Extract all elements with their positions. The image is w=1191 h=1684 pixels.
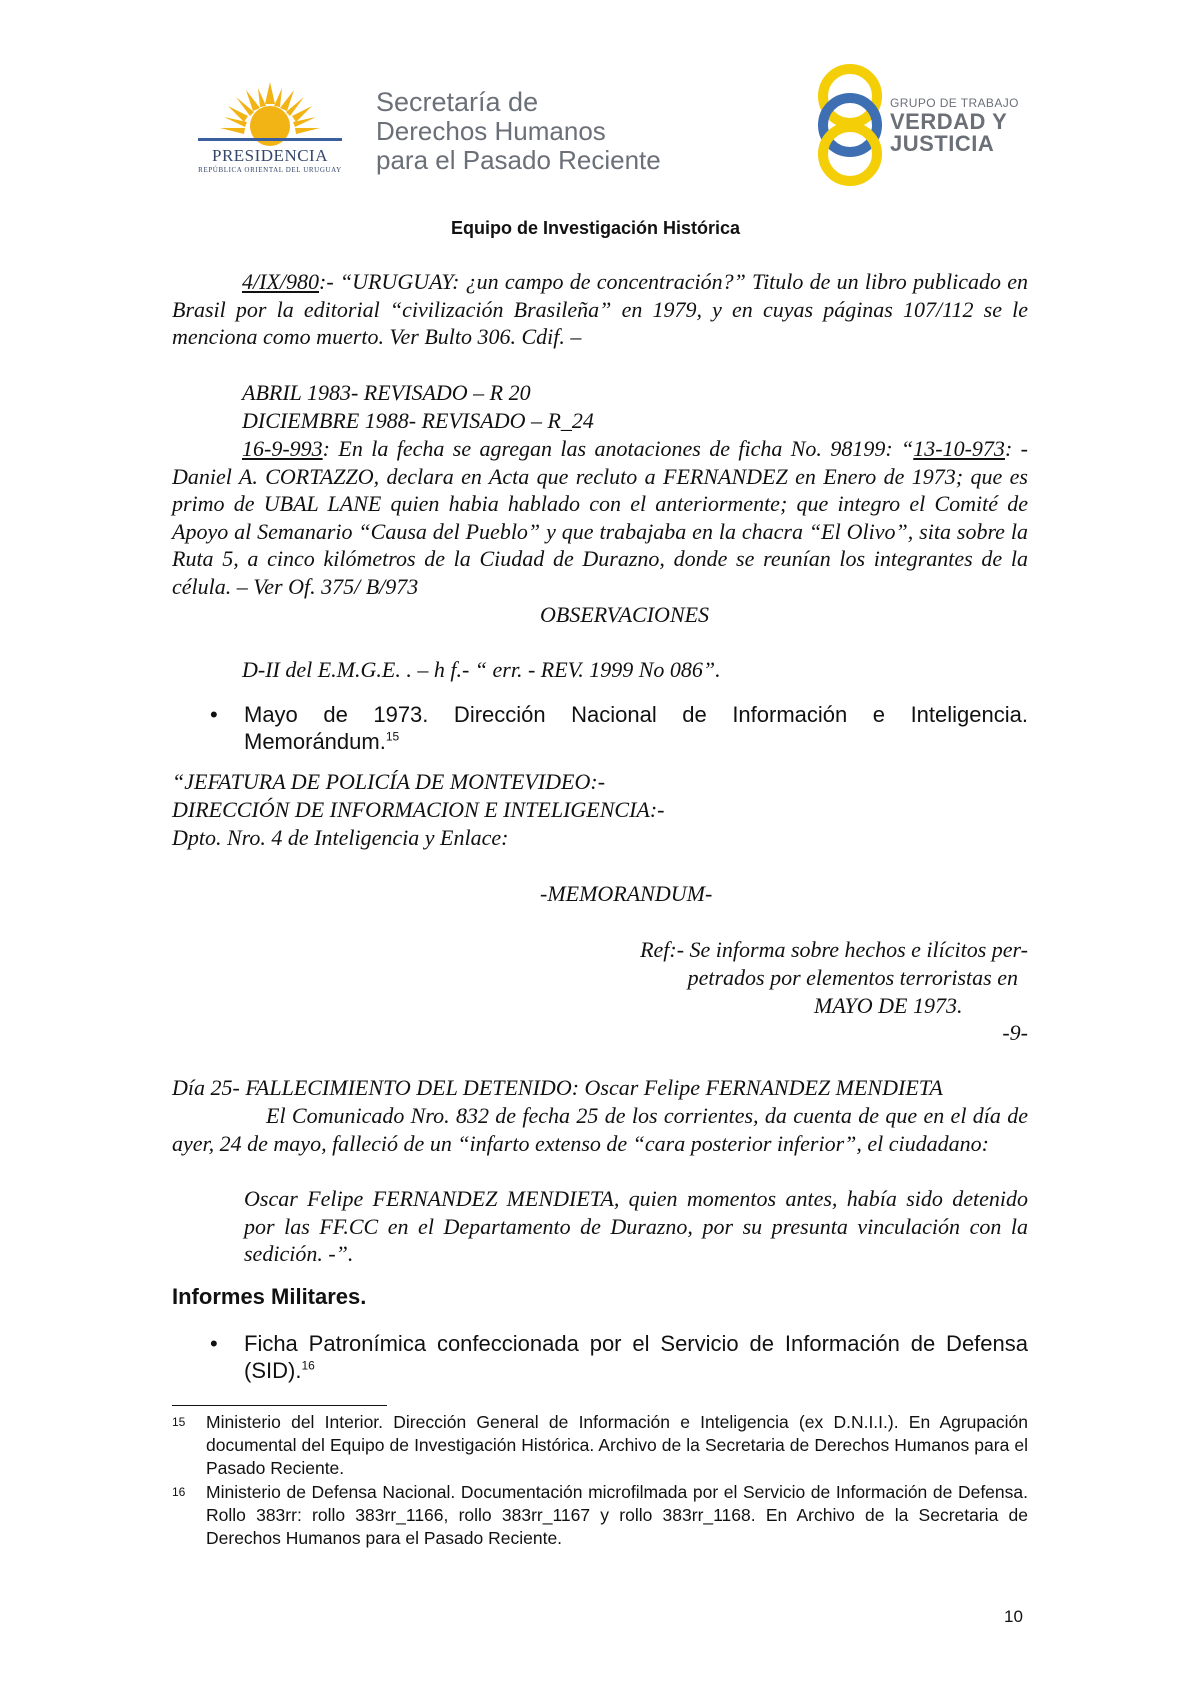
footnote-ref-15[interactable]: 15 <box>385 729 400 744</box>
team-heading: Equipo de Investigación Histórica <box>450 218 741 238</box>
ref-line-3: MAYO DE 1973. <box>814 993 963 1018</box>
footnote-15-text: Ministerio del Interior. Dirección General de Información e Inteligencia (ex D.N.I.I.). En Agrupación documental del Equipo de Investigación Histórica. Archivo de la Secretaria de Derechos Humanos para el Pasado Reciente. <box>206 1412 1028 1478</box>
page-marker: -9- <box>1002 1020 1028 1045</box>
jefatura-line-2: DIRECCIÓN DE INFORMACION E INTELIGENCIA:- <box>172 797 665 822</box>
presidencia-subtitle: REPÚBLICA ORIENTAL DEL URUGUAY <box>198 166 342 174</box>
memorandum-title: -MEMORANDUM- <box>540 881 713 906</box>
ref-line-2: petrados por elementos terroristas en <box>687 965 1018 990</box>
presidencia-logo <box>190 80 350 190</box>
footnote-15-number: 15 <box>172 1415 186 1429</box>
presidencia-title: PRESIDENCIA <box>211 146 328 165</box>
secretaria-line-3: para el Pasado Reciente <box>376 145 661 175</box>
bullet-memorandum-text: Mayo de 1973. Dirección Nacional de Información e Inteligencia. Memorándum. <box>244 702 1028 754</box>
footnote-16-number: 16 <box>172 1485 186 1499</box>
footnote-ref-16[interactable]: 16 <box>301 1358 315 1373</box>
dia25-quote: Oscar Felipe FERNANDEZ MENDIETA, quien momentos antes, había sido detenido por las FF.CC en el Departamento de Durazno, por su presunta vinculación con la sedición. -”. <box>244 1186 1028 1266</box>
bullet-memorandum <box>244 701 1028 755</box>
dia25-paragraph: El Comunicado Nro. 832 de fecha 25 de los corrientes, da cuenta de que en el día de ayer, 24 de mayo, falleció de un “infarto extenso de “cara posterior inferior”, el ciudadano: <box>172 1103 1028 1156</box>
entry-1980 <box>172 268 1028 351</box>
entry-1980-date: 4/IX/980 <box>242 269 319 294</box>
page-number: 10 <box>1004 1607 1023 1626</box>
entry-1993-text-a: : En la fecha se agregan las anotaciones de ficha No. 98199: “ <box>322 436 914 461</box>
entry-1993-date: 16-9-993 <box>242 436 323 461</box>
ref-line-1: Ref:- Se informa sobre hechos e ilícitos per- <box>640 937 1028 962</box>
bullet-ficha <box>244 1330 1028 1384</box>
jefatura-line-1: “JEFATURA DE POLICÍA DE MONTEVIDEO:- <box>172 769 606 794</box>
entry-1993-date-2: 13-10-973 <box>913 436 1005 461</box>
entry-1980-text: :- “URUGUAY: ¿un campo de concentración?” Titulo de un libro publicado en Brasil por la editorial “civilización Brasileña” en 1979, y en cuyas páginas 107/112 se le menciona como muerto. Ver Bulto 306. Cdif. – <box>172 269 1028 349</box>
observaciones-text: D-II del E.M.G.E. . – h f.- “ err. - REV. 1999 No 086”. <box>242 657 721 682</box>
interlocked-rings-icon <box>812 62 888 188</box>
revisado-1988: DICIEMBRE 1988- REVISADO – R_24 <box>242 408 594 433</box>
grupo-title-1: VERDAD Y <box>890 109 1008 134</box>
jefatura-line-3: Dpto. Nro. 4 de Inteligencia y Enlace: <box>172 825 509 850</box>
dia25-heading: Día 25- FALLECIMIENTO DEL DETENIDO: Oscar Felipe FERNANDEZ MENDIETA <box>172 1075 943 1100</box>
bullet-ficha-text: Ficha Patronímica confeccionada por el Servicio de Información de Defensa (SID). <box>244 1331 1028 1383</box>
footnote-divider <box>172 1405 387 1406</box>
observaciones-heading: OBSERVACIONES <box>540 602 710 627</box>
sun-icon <box>190 80 350 146</box>
secretaria-line-2: Derechos Humanos <box>376 116 606 146</box>
informes-heading: Informes Militares. <box>172 1284 367 1309</box>
bullet-symbol-2: • <box>210 1331 218 1356</box>
entry-1993 <box>172 435 1028 600</box>
bullet-symbol: • <box>210 702 218 727</box>
grupo-subtitle: GRUPO DE TRABAJO <box>890 96 1019 110</box>
grupo-title-2: JUSTICIA <box>890 131 995 156</box>
revisado-1983: ABRIL 1983- REVISADO – R 20 <box>242 380 531 405</box>
footnote-16-text: Ministerio de Defensa Nacional. Documentación microfilmada por el Servicio de Información de Defensa. Rollo 383rr: rollo 383rr_1166, rollo 383rr_1167 y rollo 383rr_1168. En Archivo de la Secretaria de Derechos Humanos para el Pasado Reciente. <box>206 1482 1028 1548</box>
secretaria-logo-text <box>376 88 661 175</box>
grupo-verdad-justicia-logo <box>812 62 1032 188</box>
entry-1993-text-b: : - Daniel A. CORTAZZO, declara en Acta que recluto a FERNANDEZ en Enero de 1973; que es primo de UBAL LANE quien habia hablado con el anteriormente; que integro el Comité de Apoyo al Semanario “Causa del Pueblo” y que trabajaba en la chacra “El Olivo”, sita sobre la Ruta 5, a cinco kilómetros de la Ciudad de Durazno, donde se reunían los integrantes de la célula. – Ver Of. 375/ B/973 <box>172 436 1028 599</box>
secretaria-line-1: Secretaría de <box>376 87 539 117</box>
